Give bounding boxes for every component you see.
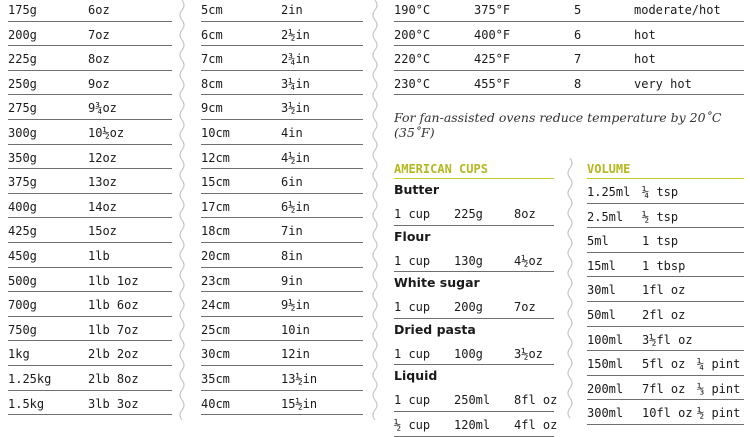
weight-row [8,218,172,243]
length-row-cell: 12in [281,347,310,362]
oven-temperature-table [394,0,744,95]
weight-row [8,0,172,22]
oven-row-cell: moderate/hot [634,3,721,17]
length-row-cell: 9cm [201,101,223,116]
length-row-cell: 13½in [281,371,318,386]
length-row-cell: 10cm [201,125,230,140]
weight-row-cell: 1lb 1oz [88,273,139,288]
length-row-cell: 9½in [281,298,310,313]
oven-row-cell: hot [634,52,656,67]
length-row-cell: 3½in [281,101,310,116]
weight-row-cell: 9oz [88,76,110,91]
length-row-cell: 18cm [201,224,230,239]
cup-row-cell: 1 cup [394,253,431,268]
weight-row-cell: 450g [8,248,37,263]
cup-row-cell: ½ cup [394,417,431,432]
volume-row-cell: 2fl oz [642,307,686,322]
oven-row-cell: 220°C [394,52,431,67]
weight-row [8,366,172,391]
american-cups-section [394,161,558,437]
weight-row-cell: 9¾oz [88,101,117,116]
length-row-cell: 40cm [201,396,230,411]
weight-row [8,120,172,145]
length-row-cell: 20cm [201,248,230,263]
weight-row-cell: 300g [8,125,37,140]
length-row-cell: 2½in [281,27,310,42]
cup-row-cell: 225g [454,207,483,221]
volume-row-cell: 1 tbsp [642,258,686,273]
cup-row [394,387,558,412]
volume-row [587,228,744,253]
volume-row-cell: 15ml [587,258,616,273]
oven-row [394,0,744,22]
volume-row-cell: 5fl oz [642,357,686,372]
weight-row-cell: 13oz [88,175,117,190]
length-row-cell: 8cm [201,76,223,91]
weight-row-cell: 7oz [88,27,110,42]
volume-row-cell: 30ml [587,283,616,298]
length-row-cell: 4in [281,125,303,140]
weight-row-cell: 250g [8,76,37,91]
weight-row [8,169,172,194]
weight-row [8,341,172,366]
weight-row-cell: 425g [8,224,37,239]
length-row-cell: 2¾in [281,52,310,67]
cup-row-cell: 250ml [454,393,491,408]
cup-row-cell: 8fl oz [514,393,558,408]
volume-title: VOLUME [587,161,744,179]
volume-row-cell: 1 tsp [642,234,679,249]
volume-row [587,277,744,302]
weight-row-cell: 1.25kg [8,371,52,386]
wave-divider-1 [177,0,187,421]
cup-row-cell: 100g [454,346,483,361]
cup-row-cell: 1 cup [394,207,431,221]
length-row-cell: 6½in [281,199,310,214]
length-row-cell: 30cm [201,347,230,362]
length-row-cell: 23cm [201,273,230,288]
volume-row-cell: 50ml [587,307,616,322]
volume-row-cell: 1fl oz [642,283,686,298]
weight-row [8,268,172,293]
cup-row-cell: 3½oz [514,346,543,361]
volume-row-cell: 7fl oz [642,381,686,396]
weight-row [8,22,172,47]
lengths-table [201,0,363,415]
length-row [201,317,363,342]
volume-row-cell: 300ml [587,406,624,421]
volume-row-cell: 2.5ml [587,209,624,224]
length-row-cell: 6in [281,175,303,190]
weight-row [8,292,172,317]
length-row [201,391,363,416]
weight-row [8,95,172,120]
weight-row-cell: 10½oz [88,125,125,140]
cup-ingredient-label: Flour [394,228,431,244]
volume-section [587,161,744,425]
cup-row [394,294,554,319]
length-row-cell: 6cm [201,27,223,42]
cup-ingredient-label: Liquid [394,368,438,384]
length-row [201,120,363,145]
weight-row-cell: 6oz [88,3,110,17]
oven-row-cell: 5 [574,3,582,17]
volume-row [587,253,744,278]
weight-row-cell: 3lb 3oz [88,396,139,411]
length-row-cell: 10in [281,322,310,337]
cup-row [394,412,558,437]
cup-row-cell: 8oz [514,207,536,221]
volume-row-cell: ¼ pint [697,357,741,372]
weight-row [8,317,172,342]
volume-row-cell: ½ tsp [642,209,679,224]
cup-ingredient-label: Butter [394,182,440,197]
oven-row-cell: 8 [574,76,582,91]
weight-row-cell: 275g [8,101,37,116]
cup-row-cell: 200g [454,300,483,315]
oven-row-cell: 230°C [394,76,431,91]
weight-row-cell: 14oz [88,199,117,214]
volume-row [587,179,744,204]
length-row-cell: 25cm [201,322,230,337]
oven-row-cell: 375°F [474,3,511,17]
wave-divider-3 [565,158,575,421]
volume-row-cell: 5ml [587,234,609,249]
oven-row-cell: 455°F [474,76,511,91]
length-row [201,71,363,96]
length-row [201,169,363,194]
weight-row-cell: 15oz [88,224,117,239]
volume-row [587,351,744,376]
volume-row [587,204,744,229]
weight-row-cell: 1.5kg [8,396,45,411]
length-row-cell: 2in [281,3,303,17]
weight-row-cell: 2lb 8oz [88,371,139,386]
length-row-cell: 15½in [281,396,318,411]
volume-row-cell: ⅓ pint [697,381,741,396]
weight-row-cell: 8oz [88,52,110,67]
length-row [201,268,363,293]
weights-table [8,0,172,415]
weight-row-cell: 200g [8,27,37,42]
volume-row [587,302,744,327]
length-row [201,366,363,391]
oven-row-cell: 7 [574,52,582,67]
volume-row [587,376,744,401]
oven-row [394,71,744,96]
volume-row-cell: 200ml [587,381,624,396]
length-row [201,0,363,22]
weight-row-cell: 1lb [88,248,110,263]
volume-row-cell: ½ pint [697,406,741,421]
length-row [201,22,363,47]
weight-row-cell: 12oz [88,150,117,165]
cup-ingredient-label: Dried pasta [394,321,476,337]
length-row-cell: 35cm [201,371,230,386]
cup-row-cell: 4fl oz [514,417,558,432]
length-row [201,46,363,71]
volume-row-cell: 1.25ml [587,185,631,199]
length-row-cell: 8in [281,248,303,263]
length-row [201,194,363,219]
cup-ingredient-label: White sugar [394,275,480,291]
cup-row [394,201,554,226]
length-row-cell: 12cm [201,150,230,165]
length-row [201,95,363,120]
weight-row [8,194,172,219]
oven-row [394,46,744,71]
weight-row-cell: 1kg [8,347,30,362]
wave-divider-2 [370,0,380,421]
cup-row-cell: 1 cup [394,346,431,361]
weight-row-cell: 1lb 6oz [88,298,139,313]
length-row [201,145,363,170]
weight-row-cell: 700g [8,298,37,313]
american-cups-title: AMERICAN CUPS [394,161,554,179]
oven-row-cell: 190°C [394,3,431,17]
length-row-cell: 5cm [201,3,223,17]
length-row-cell: 7in [281,224,303,239]
weight-row-cell: 2lb 2oz [88,347,139,362]
length-row-cell: 7cm [201,52,223,67]
oven-row-cell: 425°F [474,52,511,67]
length-row [201,243,363,268]
weight-row [8,145,172,170]
oven-note: For fan-assisted ovens reduce temperature by 20˚C (35˚F) [394,110,722,140]
weight-row-cell: 225g [8,52,37,67]
weight-row-cell: 175g [8,3,37,17]
oven-row-cell: 400°F [474,27,511,42]
length-row [201,218,363,243]
weight-row-cell: 375g [8,175,37,190]
weight-row-cell: 350g [8,150,37,165]
cup-row-cell: 1 cup [394,300,431,315]
cup-row-cell: 4½oz [514,253,543,268]
volume-row-cell: 100ml [587,332,624,347]
volume-row-cell: 3½fl oz [642,332,693,347]
weight-row [8,391,172,416]
length-row-cell: 4½in [281,150,310,165]
weight-row [8,243,172,268]
volume-row-cell: 150ml [587,357,624,372]
oven-row-cell: 200°C [394,27,431,42]
weight-row-cell: 400g [8,199,37,214]
length-row-cell: 9in [281,273,303,288]
weight-row [8,71,172,96]
volume-row-cell: 10fl oz [642,406,693,421]
oven-row-cell: 6 [574,27,582,42]
cup-row-cell: 1 cup [394,393,431,408]
length-row-cell: 17cm [201,199,230,214]
cup-row-cell: 120ml [454,417,491,432]
volume-row-cell: ¼ tsp [642,185,679,199]
oven-row [394,22,744,47]
oven-row-cell: hot [634,27,656,42]
length-row-cell: 3¼in [281,76,310,91]
volume-row [587,400,744,425]
weight-row [8,46,172,71]
length-row [201,341,363,366]
length-row [201,292,363,317]
weight-row-cell: 500g [8,273,37,288]
length-row-cell: 24cm [201,298,230,313]
length-row-cell: 15cm [201,175,230,190]
cup-row [394,341,554,366]
cup-row [394,248,554,273]
weight-row-cell: 750g [8,322,37,337]
cup-row-cell: 130g [454,253,483,268]
oven-row-cell: very hot [634,76,692,91]
cup-row-cell: 7oz [514,300,536,315]
weight-row-cell: 1lb 7oz [88,322,139,337]
volume-row [587,327,744,352]
